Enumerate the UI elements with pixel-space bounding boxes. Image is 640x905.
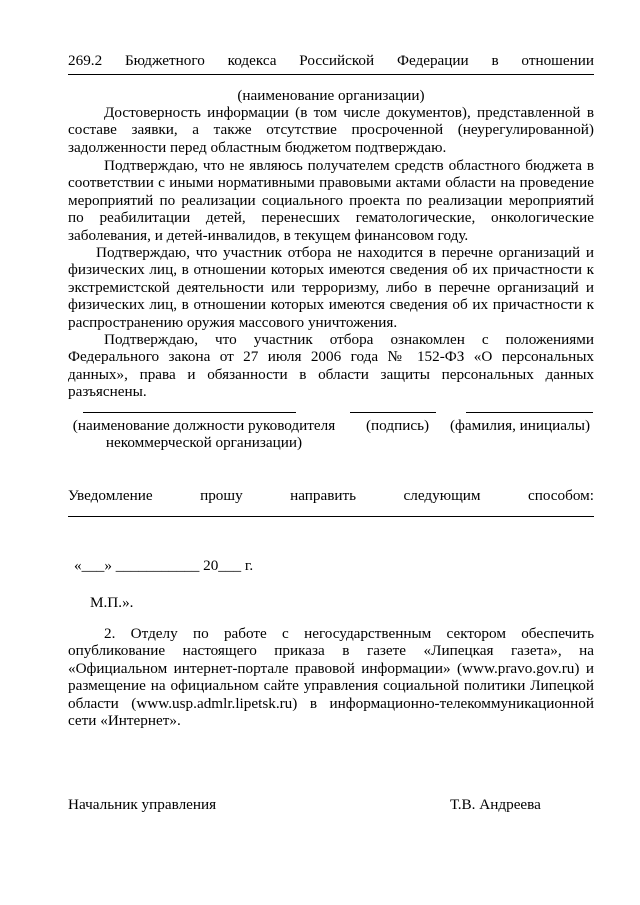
paragraph-reliability: Достоверность информации (в том числе документов), представленной в составе заявки, а также отсутствие просроченной (неурегулированной) задолженности перед областным бюджетом подтверждаю.: [68, 104, 594, 156]
org-caption: (наименование организации): [237, 87, 425, 104]
signature-line: [350, 412, 436, 413]
name-signature-line: [466, 412, 593, 413]
org-name-line: [68, 74, 594, 75]
header-first-line: 269.2 Бюджетного кодекса Российской Федерации в отношении: [68, 52, 594, 69]
item-2-paragraph: 2. Отделу по работе с негосударственным сектором обеспечить опубликование настоящего приказа в газете «Липецкая газета», на «Официальном интернет-портале правовой информации» (www.pravo.gov.ru) и размещение на официальном сайте управления социальной политики Липецкой области (www.usp.admlr.lipetsk.ru) в информационно-телекоммуникационной сети «Интернет».: [68, 625, 594, 730]
date-line: «___» ___________ 20___ г.: [74, 557, 254, 574]
paragraph-not-recipient: Подтверждаю, что не являюсь получателем средств областного бюджета в соответствии с иными нормативными правовыми актами области на проведение мероприятий по реализации социального проекта по реализации мероприятий по реабилитации детей, перенесших гематологические, онкологические заболевания, и детей-инвалидов, в текущем финансовом году.: [68, 157, 594, 244]
footer-name: Т.В. Андреева: [450, 796, 541, 813]
stamp-mark: М.П.».: [90, 594, 134, 611]
name-caption: (фамилия, инициалы): [450, 417, 591, 434]
notification-method-line: [68, 516, 594, 517]
position-caption: (наименование должности руководителя некоммерческой организации): [72, 417, 336, 452]
paragraph-personal-data: Подтверждаю, что участник отбора ознакомлен с положениями Федерального закона от 27 июля 2006 года № 152-ФЗ «О персональных данных», права и обязанности в области защиты персональных данных разъяснены.: [68, 331, 594, 401]
position-signature-line: [83, 412, 296, 413]
footer-position: Начальник управления: [68, 796, 217, 813]
notification-text: Уведомление прошу направить следующим способом:: [68, 487, 594, 504]
signature-caption: (подпись): [366, 417, 430, 434]
paragraph-not-in-list: Подтверждаю, что участник отбора не находится в перечне организаций и физических лиц, в отношении которых имеются сведения об их причастности к экстремистской деятельности или терроризму, либо в перечне организаций и физических лиц, в отношении которых имеются сведения об их причастности к распространению оружия массового уничтожения.: [68, 244, 594, 331]
